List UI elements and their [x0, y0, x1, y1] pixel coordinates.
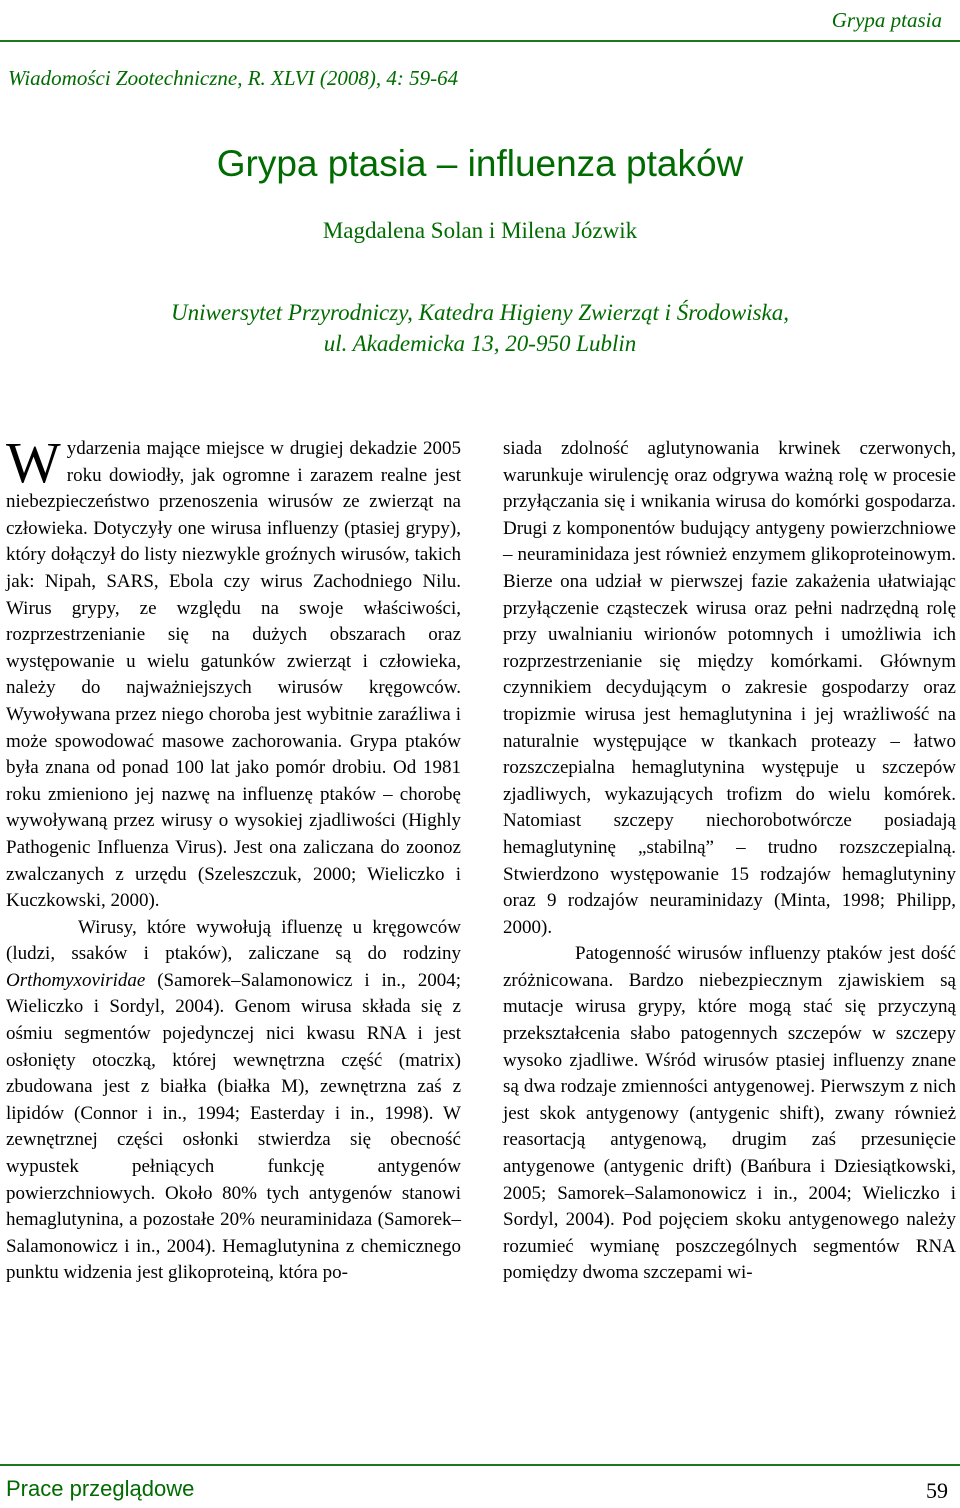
virus-family-name: Orthomyxoviridae [6, 969, 146, 991]
left-paragraph-1-text: ydarzenia mające miejsce w drugiej dekadzie 2005 roku dowiodły, jak ogromne i zarazem realne jest niebezpieczeństwo przenoszenia wirusów ze zwierząt na człowieka. Dotyczyły one wirusa influenzy (ptasiej grypy), który dołączył do listy niezwykle groźnych wirusów, takich jak: Nipah, SARS, Ebola czy wirus Zachodniego Nilu. Wirus grypy, ze względu na swoje właściwości, rozprzestrzenianie się na dużych obszarach oraz występowanie u wielu gatunków zwierząt i człowieka, należy do najważniejszych wirusów kręgowców. Wywoływana przez niego choroba jest wybitnie zaraźliwa i może spowodować masowe zachorowania. Grypa ptaków była znana od ponad 100 lat jako pomór drobiu. Od 1981 roku zmieniono jej nazwę na influenzę ptaków – chorobę wywoływaną przez wirusy o wysokiej zjadliwości (Highly Pathogenic Influenza Virus). Jest ona zaliczana do zoonoz zwalczanych z urzędu (Szeleszczuk, 2000; Wieliczko i Kuczkowski, 2000). [6, 438, 461, 912]
journal-citation: Wiadomości Zootechniczne, R. XLVI (2008), 4: 59-64 [8, 66, 459, 90]
left-paragraph-2-rest: (Samorek–Salamonowicz i in., 2004; Wieliczko i Sordyl, 2004). Genom wirusa składa się z ośmiu segmentów pojedynczej nici kwasu RNA i jest osłonięty otoczką, której wewnętrzna część (matrix) zbudowana jest z białka (białka M), zewnętrzna zaś z lipidów (Connor i in., 1994; Easterday i in., 1998). W zewnętrznej części osłonki stwierdza się obecność wypustek pełniących funkcję antygenów powierzchniowych. Około 80% tych antygenów stanowi hemaglutynina, a pozostałe 20% neuraminidaza (Samorek–Salamonowicz i in., 2004). Hemaglutynina z chemicznego punktu widzenia jest glikoproteiną, która po- [6, 969, 461, 1284]
running-title: Grypa ptasia [831, 8, 942, 32]
left-paragraph-2 [6, 915, 461, 1287]
affiliation-line-2: ul. Akademicka 13, 20-950 Lublin [323, 331, 637, 356]
drop-cap: W [6, 430, 61, 495]
article-title: Grypa ptasia – influenza ptaków [216, 143, 744, 184]
affiliation [0, 297, 960, 359]
left-paragraph-1 [6, 430, 461, 915]
right-paragraph-2: Patogenność wirusów influenzy ptaków jest dość zróżnicowana. Bardzo niebezpiecznym zjawiskiem są mutacje wirusa grypy, które mogą stać się przyczyną przekształcenia słabo patogennych szczepów w szczepy wysoko zjadliwe. Wśród wirusów ptasiej influenzy znane są dwa rodzaje zmienności antygenowej. Pierwszym z nich jest skok antygenowy (antygenic shift), zwany również reasortacją antygenową, drugim zaś przesunięcie antygenowe (antygenic drift) (Bańbura i Dziesiątkowski, 2005; Samorek–Salamonowicz i in., 2004; Wieliczko i Sordyl, 2004). Pod pojęciem skoku antygenowego należy rozumieć wymianę poszczególnych segmentów RNA pomiędzy dwoma szczepami wi- [503, 943, 956, 1284]
left-column [6, 430, 461, 1287]
affiliation-line-1: Uniwersytet Przyrodniczy, Katedra Higieny Zwierząt i Środowiska, [171, 300, 789, 325]
header-rule [0, 40, 960, 42]
left-paragraph-2-start: Wirusy, które wywołują ifluenzę u kręgowców (ludzi, ssaków i ptaków), zaliczane są do rodziny [6, 916, 461, 965]
footer-rule [0, 1464, 960, 1466]
right-column [503, 436, 956, 1287]
page-number: 59 [926, 1478, 948, 1503]
footer-section-label: Prace przeglądowe [6, 1476, 195, 1501]
article-authors: Magdalena Solan i Milena Józwik [322, 218, 638, 243]
right-paragraph-1: siada zdolność aglutynowania krwinek czerwonych, warunkuje wirulencję oraz odgrywa ważną rolę w procesie przyłączania się i wnikania wirusa do komórki gospodarza. Drugi z komponentów budujący antygeny powierzchniowe – neuraminidaza jest również enzymem glikoproteinowym. Bierze ona udział w pierwszej fazie zakażenia ułatwiając przyłączenie cząsteczek wirusa oraz pełni nadrzędną rolę przy uwalnianiu wirionów potomnych i umożliwia ich rozprzestrzenianie się między komórkami. Głównym czynnikiem decydującym o zakresie gospodarzy oraz tropizmie wirusa jest hemaglutynina i jej wrażliwość na naturalnie występujące w tkankach proteazy – łatwo rozszczepialna hemaglutynina występuje u szczepów zjadliwych, wykazujących trofizm do wielu komórek. Natomiast szczepy niechorobotwórcze posiadają hemaglutyninę „stabilną” – trudno rozszczepialną. Stwierdzono występowanie 15 rodzajów hemaglutyniny oraz 9 rodzajów neuraminidazy (Minta, 1998; Philipp, 2000). [503, 438, 956, 938]
